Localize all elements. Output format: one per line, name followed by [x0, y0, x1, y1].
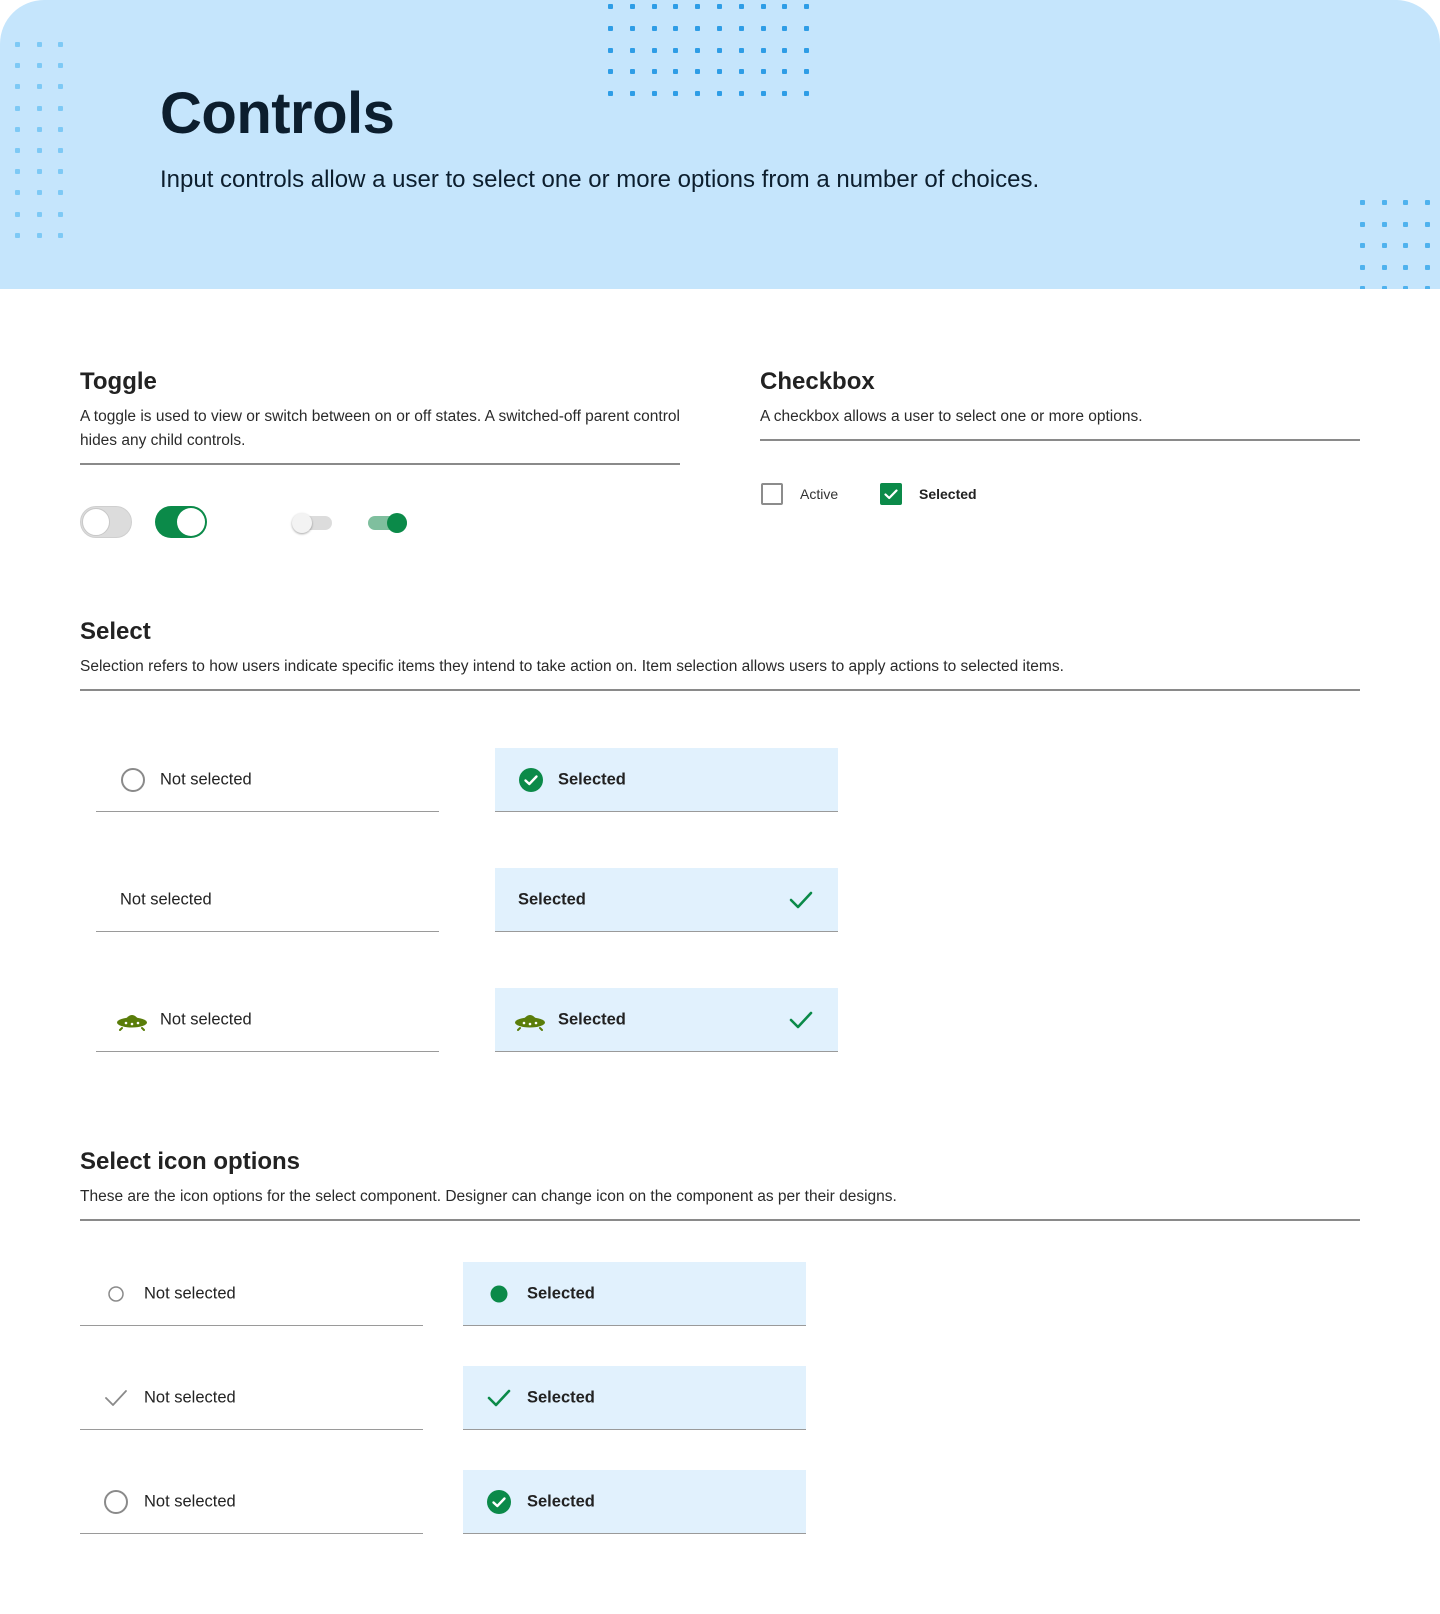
select-option-unselected[interactable] [96, 868, 439, 932]
option-label: Selected [558, 1010, 626, 1028]
checkbox-title: Checkbox [760, 368, 875, 395]
option-label: Selected [518, 890, 586, 908]
checkbox-divider [760, 439, 1360, 441]
option-label: Not selected [120, 890, 212, 908]
toggle-small-on[interactable] [368, 516, 407, 530]
checkbox-description: A checkbox allows a user to select one or more options. [760, 408, 1143, 425]
checkmark-icon [103, 1387, 129, 1409]
option-label: Selected [527, 1388, 595, 1406]
select-option-selected[interactable] [495, 868, 838, 932]
radio-circle-icon [120, 767, 146, 793]
toggle-knob [177, 508, 205, 536]
select-divider [80, 689, 1360, 691]
option-label: Not selected [160, 1010, 252, 1028]
icon-options-description: These are the icon options for the select component. Designer can change icon on the component as per their designs. [80, 1188, 897, 1205]
ufo-icon [116, 1009, 148, 1031]
toggle-divider [80, 463, 680, 465]
select-option-selected[interactable] [495, 748, 838, 812]
toggle-knob [292, 513, 312, 533]
radio-circle-icon [107, 1285, 125, 1303]
checkmark-icon [880, 483, 902, 505]
toggle-description: A toggle is used to view or switch between on or off states. A switched-off parent control hides any child controls. [80, 408, 680, 449]
select-option-unselected[interactable] [80, 1366, 423, 1430]
hero-banner [0, 0, 1440, 289]
checkmark-icon [486, 1387, 512, 1409]
icon-options-divider [80, 1219, 1360, 1221]
icon-options-title: Select icon options [80, 1148, 301, 1175]
option-label: Not selected [160, 770, 252, 788]
option-label: Not selected [144, 1284, 236, 1302]
option-label: Not selected [144, 1492, 236, 1510]
select-option-selected[interactable] [495, 988, 838, 1052]
ufo-icon [514, 1009, 546, 1031]
select-description: Selection refers to how users indicate specific items they intend to take action on. Item selection allows users to apply actions to selected items. [80, 658, 1064, 675]
check-circle-icon [518, 767, 544, 793]
select-option-unselected[interactable] [96, 748, 439, 812]
select-option-unselected[interactable] [80, 1262, 423, 1326]
select-option-selected[interactable] [463, 1262, 806, 1326]
radio-circle-icon [103, 1489, 129, 1515]
option-label: Selected [558, 770, 626, 788]
dot-pattern-top [608, 4, 826, 113]
checkmark-icon [788, 889, 814, 911]
dot-pattern-left [15, 42, 80, 254]
dot-pattern-right [1360, 200, 1440, 289]
checkmark-icon [788, 1009, 814, 1031]
select-option-selected[interactable] [463, 1470, 806, 1534]
toggle-large-off[interactable] [80, 506, 132, 538]
option-label: Selected [527, 1284, 595, 1302]
checkbox-checked[interactable] [880, 483, 902, 505]
checkbox-label-active: Active [800, 486, 839, 502]
toggle-title: Toggle [80, 368, 157, 395]
checkbox-unchecked[interactable] [761, 483, 783, 505]
toggle-large-on[interactable] [155, 506, 207, 538]
checkbox-label-selected: Selected [919, 486, 977, 502]
toggle-knob [387, 513, 407, 533]
option-label: Selected [527, 1492, 595, 1510]
page-subtitle: Input controls allow a user to select one or more options from a number of choices. [160, 166, 1040, 193]
dot-icon [489, 1284, 509, 1304]
toggle-small-off[interactable] [293, 516, 332, 530]
select-option-unselected[interactable] [96, 988, 439, 1052]
page-title: Controls [160, 81, 395, 146]
select-option-selected[interactable] [463, 1366, 806, 1430]
option-label: Not selected [144, 1388, 236, 1406]
select-title: Select [80, 618, 151, 645]
check-circle-icon [486, 1489, 512, 1515]
toggle-knob [82, 508, 110, 536]
select-option-unselected[interactable] [80, 1470, 423, 1534]
